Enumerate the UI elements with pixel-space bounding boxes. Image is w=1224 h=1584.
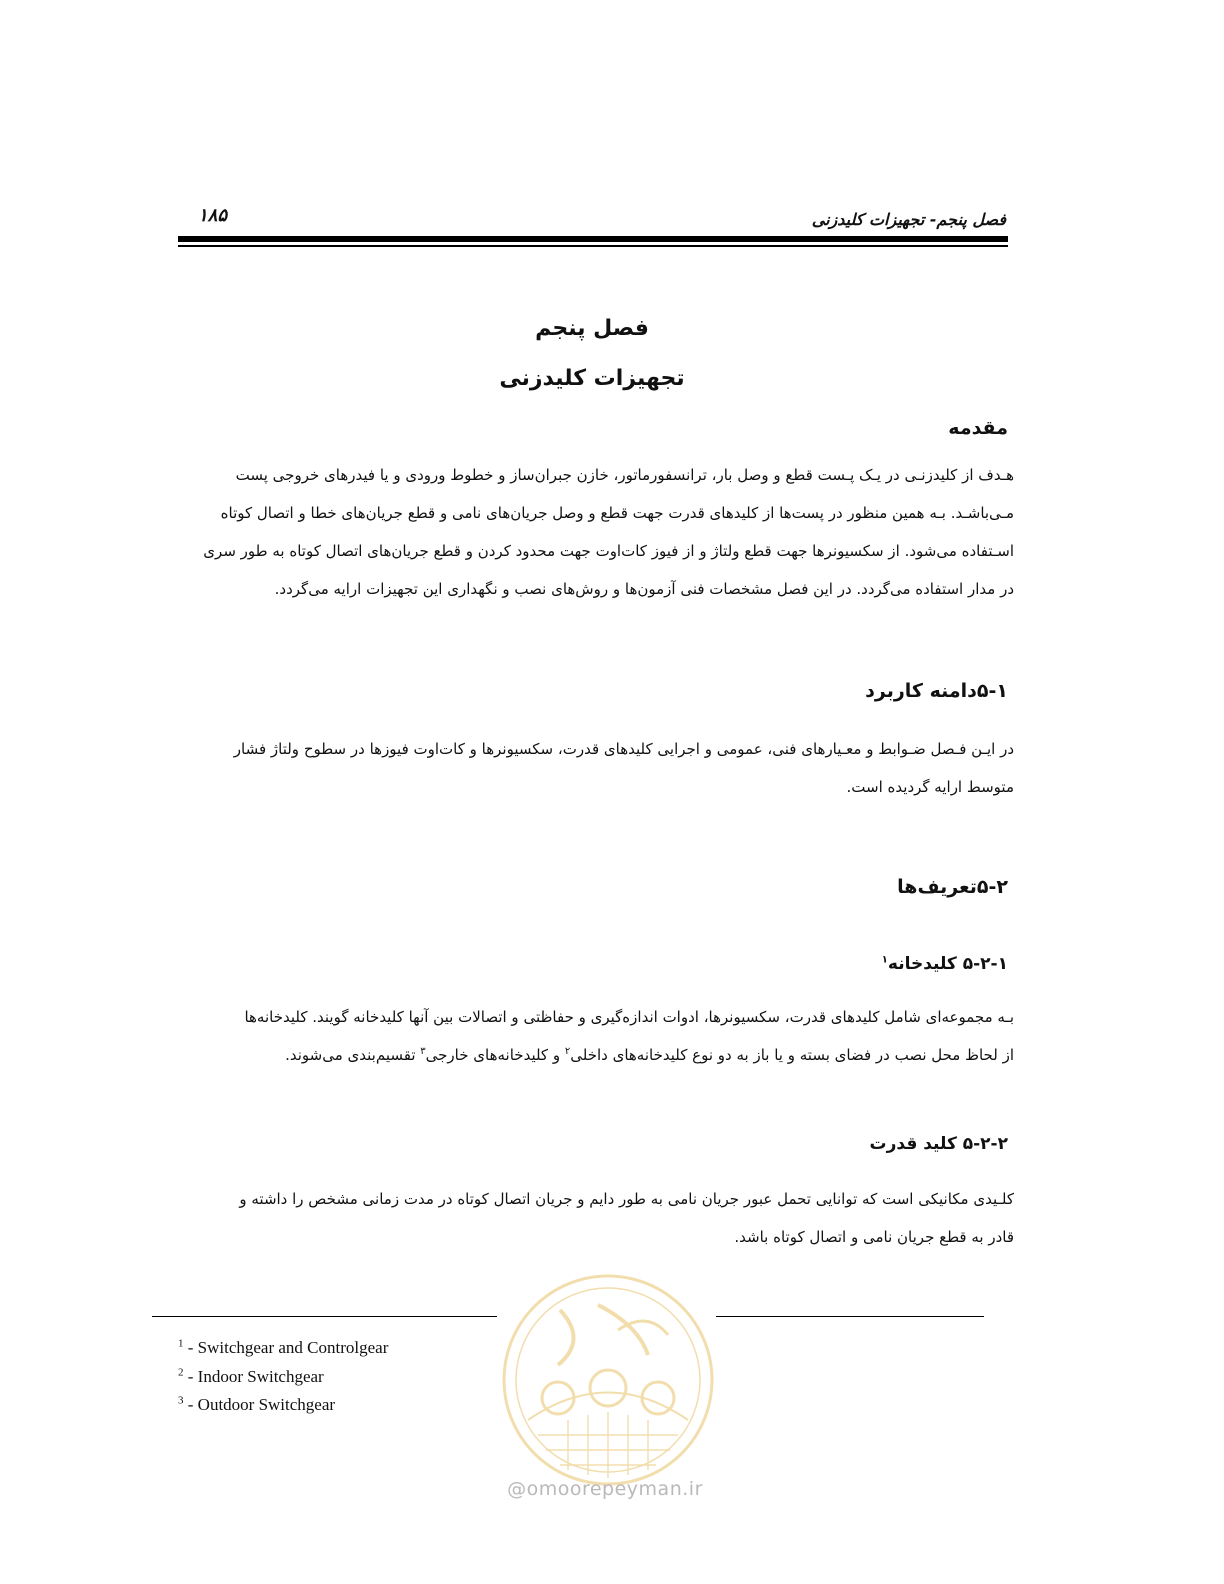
footnotes	[178, 1334, 388, 1420]
header-rule-thin	[178, 245, 1008, 247]
switchgear-paragraph	[178, 998, 1014, 1074]
intro-line: هـدف از کلیدزنـی در یـک پـست قطع و وصل بار، ترانسفورماتور، خازن جبران‌ساز و خطوط ورودی و یا فیدرهای خروجی پست	[235, 466, 1014, 484]
footnote-ref: ۱	[881, 954, 888, 966]
circuit-breaker-line: قادر به قطع جریان نامی و اتصال کوتاه باشد.	[734, 1228, 1014, 1246]
switchgear-line	[178, 1036, 1014, 1074]
circuit-breaker-paragraph	[178, 1180, 1014, 1256]
scope-line: در ایـن فـصل ضـوابط و معـیارهای فنی، عمومی و اجرایی کلیدهای قدرت، سکسیونرها و کات‌اوت فیوزها در سطوح ولتاژ فشار	[233, 740, 1014, 758]
section-heading-definitions: ۵-۲تعریف‌ها	[897, 876, 1008, 898]
section-heading-scope: ۵-۱دامنه کاربرد	[865, 680, 1008, 702]
header-rule	[178, 236, 1008, 242]
subsection-heading-text: ۵-۲-۱ کلیدخانه	[887, 954, 1008, 974]
switchgear-line: بـه مجموعه‌ای شامل کلیدهای قدرت، سکسیونرها، ادوات اندازه‌گیری و حفاظتی و اتصالات بین آنها کلیدخانه گویند. کلیدخانه‌ها	[244, 1008, 1014, 1026]
footnote	[178, 1363, 388, 1392]
intro-paragraph	[178, 456, 1014, 608]
chapter-subtitle: تجهیزات کلیدزنی	[499, 366, 685, 391]
page-number: ۱۸۵	[198, 205, 228, 226]
scope-paragraph	[178, 730, 1014, 806]
switchgear-line-part: و کلیدخانه‌های خارجی	[425, 1046, 565, 1064]
watermark-text: @omoorepeyman.ir	[507, 1478, 703, 1500]
chapter-title: فصل پنجم	[535, 316, 649, 341]
footnote-text: - Indoor Switchgear	[183, 1366, 324, 1386]
intro-heading: مقدمه	[948, 417, 1008, 439]
scope-line: متوسط ارایه گردیده است.	[846, 778, 1014, 796]
circuit-breaker-line: کلـیدی مکانیکی است که توانایی تحمل عبور جریان نامی به طور دایم و جریان اتصال کوتاه در مدت زمانی مشخص را داشته و	[239, 1190, 1014, 1208]
footnote	[178, 1391, 388, 1420]
switchgear-line-part: از لحاظ محل نصب در فضای بسته و یا باز به دو نوع کلیدخانه‌های داخلی	[570, 1046, 1014, 1064]
running-header-title: فصل پنجم- تجهیزات کلیدزنی	[811, 210, 1006, 229]
footnote-separator	[716, 1316, 984, 1317]
switchgear-line-part: تقسیم‌بندی می‌شوند.	[285, 1046, 421, 1064]
footnote-number: 1	[178, 1337, 184, 1350]
footnote	[178, 1334, 388, 1363]
footnote-text: - Outdoor Switchgear	[183, 1395, 336, 1414]
subsection-heading-circuit-breaker: ۵-۲-۲ کلید قدرت	[869, 1134, 1008, 1154]
footnote-separator	[152, 1316, 497, 1317]
footnote-number: 2	[178, 1365, 184, 1378]
intro-line: اسـتفاده می‌شود. از سکسیونرها جهت قطع ولتاژ و از فیوز کات‌اوت جهت محدود کردن و قطع جریان‌های اتصال کوتاه به طور سری	[203, 542, 1014, 560]
footnote-ref: ۲	[564, 1046, 571, 1057]
footnote-number: 3	[178, 1394, 184, 1407]
intro-line: مـی‌باشـد. بـه همین منظور در پست‌ها از کلیدهای قدرت جهت قطع و وصل جریان‌های نامی و قطع جریان‌های خطا و اتصال کوتاه	[220, 504, 1014, 522]
subsection-heading-switchgear	[882, 954, 1008, 974]
footnote-text: - Switchgear and Controlgear	[183, 1338, 389, 1357]
intro-line: در مدار استفاده می‌گردد. در این فصل مشخصات فنی آزمون‌ها و روش‌های نصب و نگهداری این تجهیزات ارایه می‌گردد.	[274, 580, 1014, 598]
footnote-ref: ۳	[420, 1046, 426, 1057]
watermark-seal-icon	[498, 1270, 718, 1490]
